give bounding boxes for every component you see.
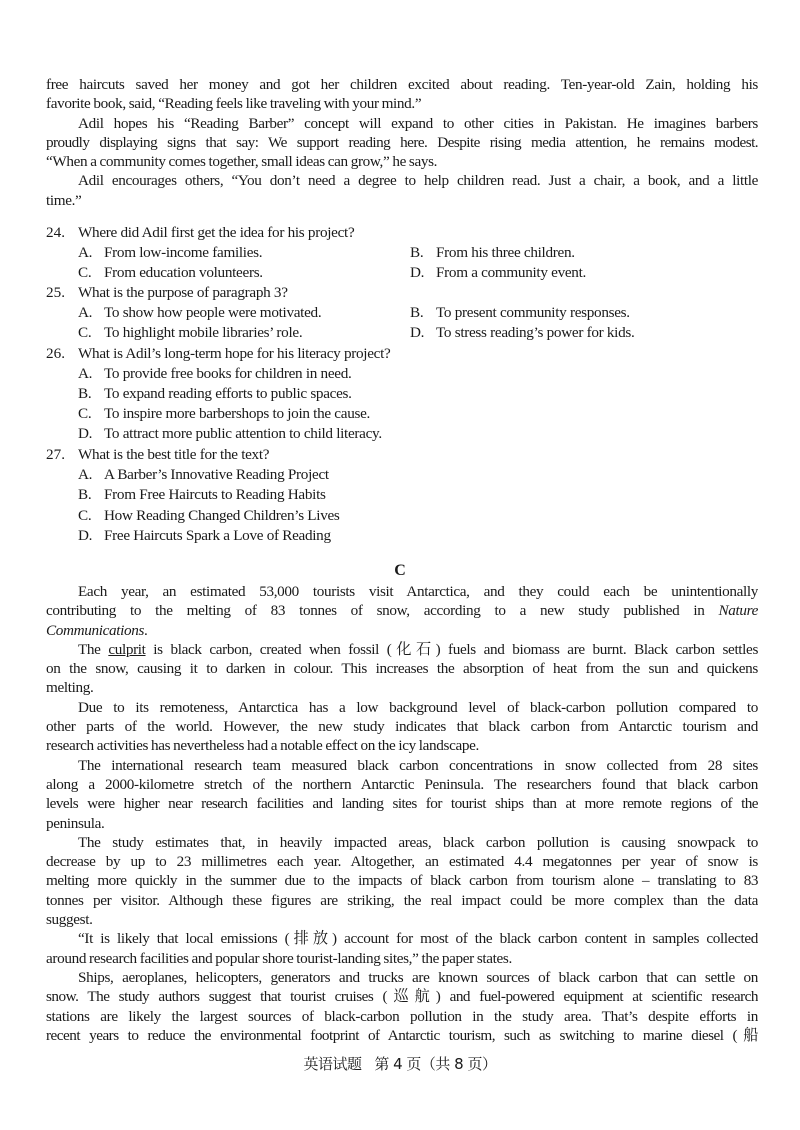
paragraph-line: The culprit is black carbon, created when fossil (化石) fuels and biomass are burnt. Black carbon settles — [78, 640, 758, 658]
paragraph-line: The study estimates that, in heavily impacted areas, black carbon pollution is causing snowpack to — [78, 833, 758, 851]
footer-page-number: 第 4 页（共 8 页） — [374, 1055, 497, 1073]
paragraph-line: Due to its remoteness, Antarctica has a low background level of black-carbon pollution compared to — [78, 698, 758, 716]
question-number: 25. — [46, 284, 65, 301]
footer-subject: 英语试题 — [303, 1055, 362, 1073]
question-number: 26. — [46, 345, 65, 362]
paragraph-line: Adil hopes his “Reading Barber” concept will expand to other cities in Pakistan. He imagines barbers — [78, 114, 758, 132]
page-footer — [0, 1053, 800, 1074]
paragraph-line: time.” — [46, 191, 82, 209]
paragraph-line: Communications. — [46, 621, 148, 639]
paragraph-line: peninsula. — [46, 814, 105, 832]
paragraph-line: snow. The study authors suggest that tourist cruises (巡航) and fuel-powered equipment at scientific research — [46, 988, 758, 1006]
paragraph-line: melting more quickly in the summer due to the impacts of black carbon from tourism alone – translating to 83 — [46, 872, 758, 890]
paragraph-line: stations are likely the largest sources of black-carbon pollution in the study area. That’s despite efforts in — [46, 1007, 758, 1025]
underlined-word: culprit — [108, 640, 146, 658]
section-heading-c: C — [394, 562, 406, 579]
paragraph-line: Ships, aeroplanes, helicopters, generators and trucks are known sources of black carbon that can settle on — [78, 968, 758, 986]
passage-b-tail — [46, 75, 758, 210]
question-text: What is the purpose of paragraph 3? — [78, 284, 288, 301]
paragraph-line: favorite book, said, “Reading feels like traveling with your mind.” — [46, 95, 422, 113]
question-text: What is the best title for the text? — [78, 446, 270, 463]
paragraph-line: The international research team measured black carbon concentrations in snow collected from 28 sites — [78, 756, 758, 774]
exam-page: free haircuts saved her money and got her children excited about reading. Ten-year-old Zain, holding his favorite book, said, “Reading feels like traveling with your mind.” Adil hopes his “Reading Barber” concept will expand to other cities in Pakistan. He imagines barbers proudly displaying signs that say: We support reading here. Despite rising media attention, he remains modest. “When a community comes together, small ideas can grow,” he says. Adil encourages others, “You don’t need a degree to help children read. Just a chair, a book, and a little time.” 24. Where did Adil first get the idea for his project? A. From low-income families. B. From his three children. C. From education volunteers. D. From a community event. 25. What is the purpose of paragraph 3? A. To show how people were motivated. B. To present community responses. C. To highlight mobile libraries’ role. D. To stress reading’s power for kids. 26. What is Adil’s long-term hope for his literacy project? A. To provide free books for children in need. B. To expand reading efforts to public spaces. C. To inspire more barbershops to join the cause. D. To attract more public attention to child literacy. 27. What is the best title for the text? A. A Barber’s Innovative Reading Project B. From Free Haircuts to Reading Habits C. How Reading Changed Children’s Lives D. Free Haircuts Spark a Love of Reading C Each year, an estimated 53,000 tourists visit Antarctica, and they could each be unintentionally contributing to the melting of 83 tonnes of snow, according to a new study published in Nature Communications. The culprit is black carbon, created when fossil (化石) fuels and biomass are burnt. Black carbon settles on the snow, causing it to darken in colour. This increases the absorption of heat from the sun and quickens melting. Due to its remoteness, Antarctica has a low background level of black-carbon pollution compared to other parts of the world. However, the new study indicates that black carbon from Antarctic tourism and research activities has nevertheless had a notable effect on the icy landscape. The international research team measured black carbon concentrations in snow collected from 28 sites along a 2000-kilometre stretch of the northern Antarctic Peninsula. The researchers found that black carbon levels were higher near research facilities and landing sites for tourist ships than at more remote regions of the peninsula. The study estimates that, in heavily impacted areas, black carbon pollution is causing snowpack to decrease by up to 23 millimetres each year. Altogether, an estimated 4.4 megatonnes per year of snow is melting more quickly in the summer due to the impacts of black carbon from tourism alone – translating to 83 tonnes per visitor. Although these figures are striking, the real impact could be more complex than the data suggest. “It is likely that local emissions (排放) account for most of the black carbon content in samples collected around research facilities and popular shore tourist-landing sites,” the paper states. Ships, aeroplanes, helicopters, generators and trucks are known sources of black carbon that can settle on snow. The study authors suggest that tourist cruises (巡航) and fuel-powered equipment at scientific research stations are likely the largest sources of black-carbon pollution in the study area. That’s despite efforts in recent years to reduce the environmental footprint of Antarctic tourism, such as switching to marine diesel (船 英语试题 第 4 页（共 8 页） — [0, 0, 800, 1130]
paragraph-line: melting. — [46, 679, 94, 697]
question-text: Where did Adil first get the idea for his project? — [78, 224, 355, 241]
paragraph-line: other parts of the world. However, the new study indicates that black carbon from Antarctic tourism and — [46, 718, 758, 736]
paragraph-line: suggest. — [46, 911, 93, 929]
journal-name: Nature — [718, 602, 758, 620]
paragraph-line: decrease by up to 23 millimetres each year. Altogether, an estimated 4.4 megatonnes per year of snow is — [46, 853, 758, 871]
paragraph-line: on the snow, causing it to darken in colour. This increases the absorption of heat from the sun and quickens — [46, 660, 758, 678]
paragraph-line: “It is likely that local emissions (排放) account for most of the black carbon content in samples collected — [78, 930, 758, 948]
paragraph-line: levels were higher near research facilities and landing sites for tourist ships than at more remote regions of the — [46, 795, 758, 813]
question-number: 24. — [46, 224, 65, 241]
paragraph-line: Adil encourages others, “You don’t need a degree to help children read. Just a chair, a book, and a little — [78, 172, 758, 190]
paragraph-line: free haircuts saved her money and got her children excited about reading. Ten-year-old Zain, holding his — [46, 76, 758, 93]
paragraph-line: “When a community comes together, small ideas can grow,” he says. — [46, 153, 438, 171]
paragraph-line: contributing to the melting of 83 tonnes of snow, according to a new study published in Nature — [46, 602, 758, 620]
journal-name: Communications — [46, 621, 145, 639]
passage-c — [46, 582, 758, 1045]
paragraph-line: tonnes per visitor. Although these figures are striking, the real impact could be more complex than the data — [46, 891, 758, 909]
paragraph-line: proudly displaying signs that say: We support reading here. Despite rising media attention, he remains modest. — [46, 133, 758, 151]
paragraph-line: research activities has nevertheless had a notable effect on the icy landscape. — [46, 737, 479, 755]
paragraph-line: recent years to reduce the environmental footprint of Antarctic tourism, such as switching to marine diesel (船 — [46, 1026, 758, 1044]
paragraph-line: along a 2000-kilometre stretch of the northern Antarctic Peninsula. The researchers found that black carbon — [46, 775, 758, 793]
question-number: 27. — [46, 446, 65, 463]
paragraph-line: Each year, an estimated 53,000 tourists visit Antarctica, and they could each be unintentionally — [78, 583, 758, 600]
paragraph-line: around research facilities and popular shore tourist-landing sites,” the paper states. — [46, 949, 512, 967]
question-text: What is Adil’s long-term hope for his literacy project? — [78, 345, 391, 362]
